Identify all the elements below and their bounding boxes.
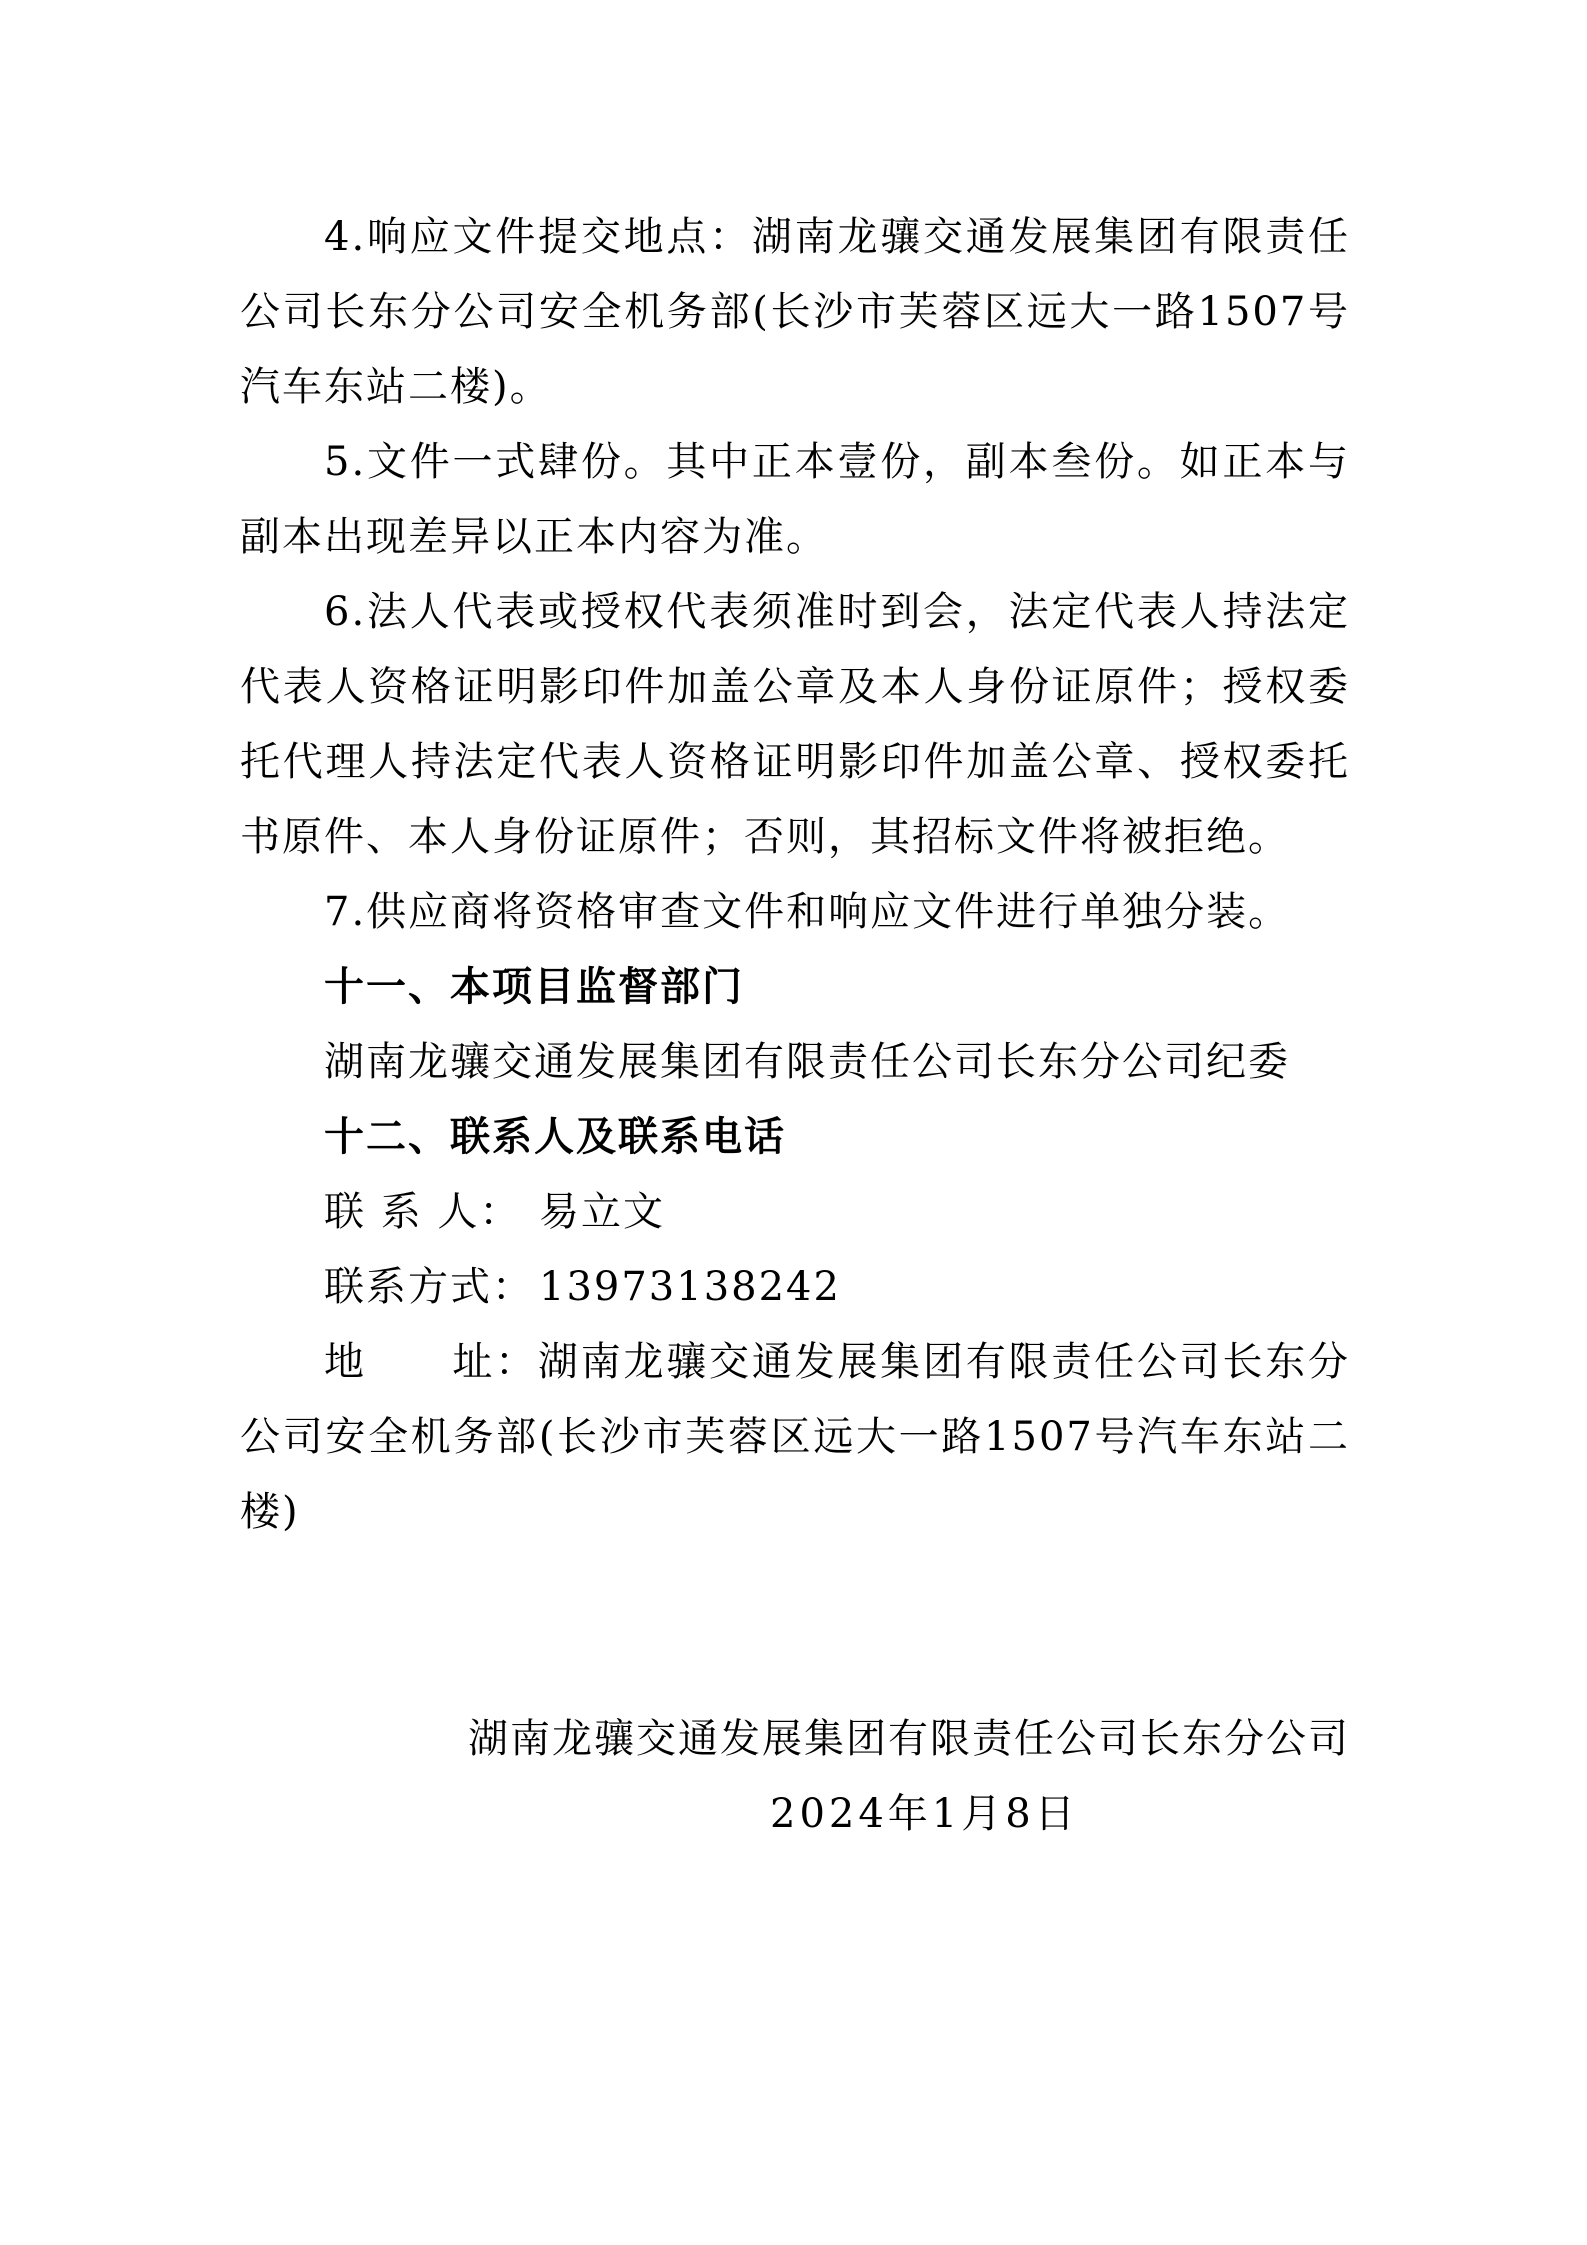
section-heading-contact: 十二、联系人及联系电话 — [324, 1114, 786, 1160]
contact-phone-value: 13973138242 — [539, 1264, 841, 1310]
paragraph-submission-location: 4.响应文件提交地点：湖南龙骧交通发展集团有限责任公司长东分公司安全机务部(长沙市芙蓉区远大一路1507号汽车东站二楼)。 — [240, 214, 1350, 410]
contact-phone-label: 联系方式： — [324, 1264, 534, 1310]
contact-person-value: 易立文 — [539, 1189, 665, 1235]
signature-organization: 湖南龙骧交通发展集团有限责任公司长东分公司 — [468, 1716, 1350, 1762]
signature-block — [0, 1702, 1350, 1837]
paragraph-document-copies: 5.文件一式肆份。其中正本壹份，副本叁份。如正本与副本出现差异以正本内容为准。 — [240, 439, 1350, 560]
paragraph-attendance-requirements: 6.法人代表或授权代表须准时到会，法定代表人持法定代表人资格证明影印件加盖公章及本人身份证原件；授权委托代理人持法定代表人资格证明影印件加盖公章、授权委托书原件、本人身份证原件；否则，其招标文件将被拒绝。 — [240, 589, 1350, 860]
signature-date: 2024年1月8日 — [770, 1791, 1079, 1837]
document-body — [240, 200, 1350, 1550]
contact-address-value: 湖南龙骧交通发展集团有限责任公司长东分公司安全机务部(长沙市芙蓉区远大一路1507号汽车东站二楼) — [240, 1339, 1351, 1535]
contact-address-label: 地 址： — [324, 1339, 538, 1385]
contact-person-label: 联 系 人： — [324, 1189, 522, 1235]
supervision-department: 湖南龙骧交通发展集团有限责任公司长东分公司纪委 — [324, 1039, 1290, 1085]
contact-address-line — [240, 1325, 1350, 1550]
contact-person-line — [240, 1175, 1350, 1250]
contact-phone-line — [240, 1250, 1350, 1325]
section-heading-supervision: 十一、本项目监督部门 — [324, 964, 744, 1010]
paragraph-separate-packaging: 7.供应商将资格审查文件和响应文件进行单独分装。 — [324, 889, 1291, 935]
